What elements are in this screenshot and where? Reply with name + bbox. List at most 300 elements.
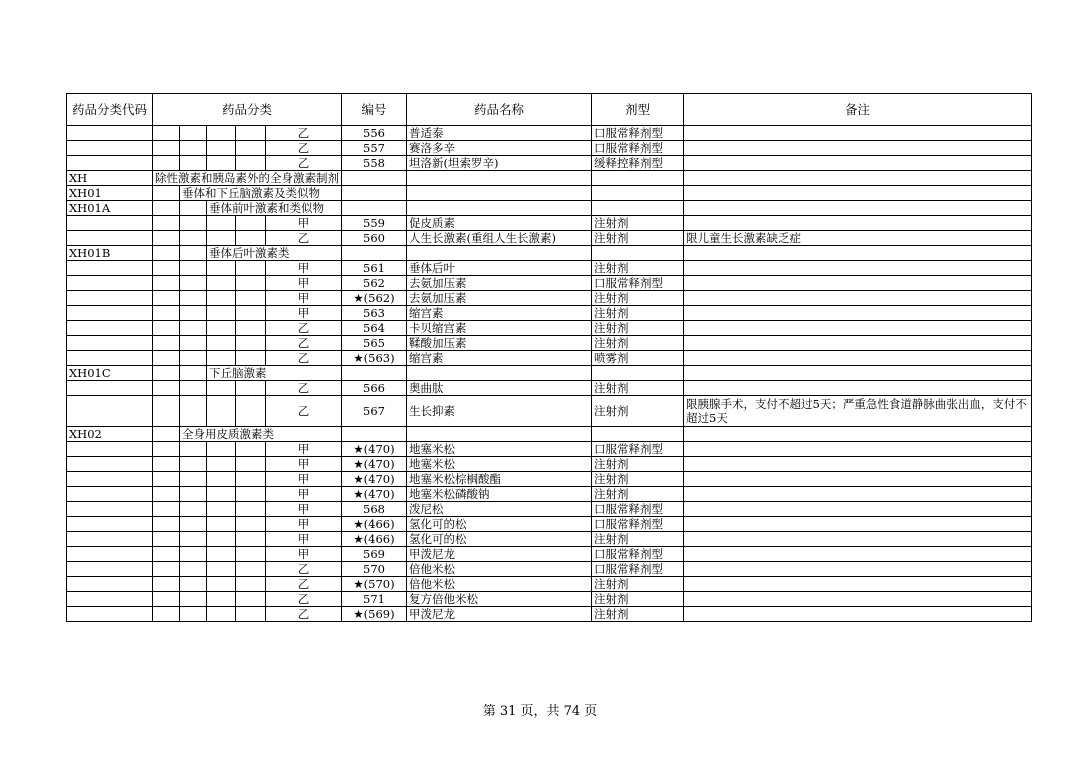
indent-cell	[180, 336, 207, 351]
indent-cell	[180, 532, 207, 547]
indent-cell	[236, 457, 265, 472]
indent-cell	[180, 126, 207, 141]
code-cell	[67, 216, 153, 231]
table-row	[67, 321, 1032, 336]
drug-name-cell: 地塞米松	[407, 457, 592, 472]
dosage-form-cell	[592, 427, 684, 442]
grade-cell: 甲	[265, 547, 341, 562]
indent-cell	[236, 592, 265, 607]
remark-cell: 限胰腺手术，支付不超过5天；严重急性食道静脉曲张出血，支付不超过5天	[684, 396, 1032, 427]
grade-cell: 甲	[265, 442, 341, 457]
code-cell	[67, 126, 153, 141]
remark-cell	[684, 532, 1032, 547]
remark-cell	[684, 321, 1032, 336]
dosage-form-cell: 注射剂	[592, 577, 684, 592]
indent-cell	[180, 577, 207, 592]
indent-cell	[236, 472, 265, 487]
code-cell	[67, 231, 153, 246]
indent-cell	[153, 276, 180, 291]
category-row	[67, 201, 1032, 216]
indent-cell	[236, 381, 265, 396]
grade-cell: 甲	[265, 517, 341, 532]
drug-name-cell	[407, 186, 592, 201]
code-cell	[67, 156, 153, 171]
grade-cell: 甲	[265, 306, 341, 321]
code-cell	[67, 291, 153, 306]
number-cell: ★(470)	[342, 487, 407, 502]
code-cell	[67, 351, 153, 366]
indent-cell	[207, 216, 236, 231]
remark-cell	[684, 517, 1032, 532]
drug-name-cell: 地塞米松磷酸钠	[407, 487, 592, 502]
indent-cell	[180, 366, 207, 381]
indent-cell	[236, 156, 265, 171]
table-row	[67, 607, 1032, 622]
code-cell	[67, 321, 153, 336]
dosage-form-cell: 喷雾剂	[592, 351, 684, 366]
dosage-form-cell: 注射剂	[592, 291, 684, 306]
page-footer: 第 31 页，共 74 页	[482, 704, 598, 719]
grade-cell: 乙	[265, 592, 341, 607]
category-row	[67, 246, 1032, 261]
remark-cell	[684, 336, 1032, 351]
code-cell	[67, 472, 153, 487]
number-cell: 569	[342, 547, 407, 562]
table-row	[67, 336, 1032, 351]
indent-cell	[153, 396, 180, 427]
indent-cell	[180, 517, 207, 532]
indent-cell	[180, 396, 207, 427]
header-code: 药品分类代码	[67, 94, 153, 126]
indent-cell	[153, 366, 180, 381]
code-cell	[67, 396, 153, 427]
indent-cell	[236, 291, 265, 306]
indent-cell	[153, 381, 180, 396]
dosage-form-cell: 注射剂	[592, 532, 684, 547]
indent-cell	[236, 261, 265, 276]
code-cell	[67, 442, 153, 457]
code-cell	[67, 336, 153, 351]
dosage-form-cell: 注射剂	[592, 607, 684, 622]
table-row	[67, 156, 1032, 171]
indent-cell	[180, 457, 207, 472]
remark-cell	[684, 276, 1032, 291]
number-cell: ★(569)	[342, 607, 407, 622]
grade-cell: 甲	[265, 472, 341, 487]
drug-name-cell: 奥曲肽	[407, 381, 592, 396]
grade-cell: 乙	[265, 321, 341, 336]
indent-cell	[180, 592, 207, 607]
category-label: 下丘脑激素	[207, 366, 342, 381]
code-cell	[67, 577, 153, 592]
dosage-form-cell: 注射剂	[592, 396, 684, 427]
indent-cell	[236, 126, 265, 141]
dosage-form-cell	[592, 246, 684, 261]
drug-name-cell: 促皮质素	[407, 216, 592, 231]
table-body	[67, 126, 1032, 622]
remark-cell	[684, 366, 1032, 381]
number-cell: 557	[342, 141, 407, 156]
indent-cell	[180, 216, 207, 231]
number-cell	[342, 201, 407, 216]
indent-cell	[153, 592, 180, 607]
grade-cell: 乙	[265, 351, 341, 366]
drug-name-cell	[407, 201, 592, 216]
code-cell: XH	[67, 171, 153, 186]
table-row	[67, 502, 1032, 517]
number-cell: 566	[342, 381, 407, 396]
indent-cell	[153, 427, 180, 442]
drug-name-cell	[407, 366, 592, 381]
table-row	[67, 141, 1032, 156]
grade-cell: 乙	[265, 156, 341, 171]
code-cell	[67, 532, 153, 547]
dosage-form-cell: 注射剂	[592, 231, 684, 246]
table-row	[67, 457, 1032, 472]
grade-cell: 甲	[265, 291, 341, 306]
indent-cell	[180, 472, 207, 487]
number-cell: 570	[342, 562, 407, 577]
remark-cell	[684, 141, 1032, 156]
code-cell	[67, 457, 153, 472]
grade-cell: 甲	[265, 276, 341, 291]
indent-cell	[180, 306, 207, 321]
dosage-form-cell: 口服常释剂型	[592, 502, 684, 517]
category-label: 全身用皮质激素类	[180, 427, 342, 442]
indent-cell	[236, 396, 265, 427]
code-cell	[67, 381, 153, 396]
remark-cell	[684, 562, 1032, 577]
remark-cell	[684, 502, 1032, 517]
number-cell: 561	[342, 261, 407, 276]
number-cell: 560	[342, 231, 407, 246]
indent-cell	[207, 381, 236, 396]
category-row	[67, 427, 1032, 442]
dosage-form-cell: 缓释控释剂型	[592, 156, 684, 171]
indent-cell	[180, 231, 207, 246]
remark-cell	[684, 607, 1032, 622]
indent-cell	[236, 517, 265, 532]
drug-name-cell: 缩宫素	[407, 306, 592, 321]
code-cell	[67, 141, 153, 156]
indent-cell	[153, 457, 180, 472]
grade-cell: 甲	[265, 502, 341, 517]
indent-cell	[153, 216, 180, 231]
code-cell: XH01	[67, 186, 153, 201]
indent-cell	[236, 321, 265, 336]
number-cell: 564	[342, 321, 407, 336]
indent-cell	[207, 532, 236, 547]
dosage-form-cell	[592, 186, 684, 201]
code-cell	[67, 502, 153, 517]
dosage-form-cell: 注射剂	[592, 336, 684, 351]
number-cell: 558	[342, 156, 407, 171]
dosage-form-cell: 口服常释剂型	[592, 517, 684, 532]
drug-name-cell: 垂体后叶	[407, 261, 592, 276]
grade-cell: 甲	[265, 487, 341, 502]
grade-cell: 甲	[265, 261, 341, 276]
dosage-form-cell: 注射剂	[592, 306, 684, 321]
drug-name-cell: 泼尼松	[407, 502, 592, 517]
indent-cell	[236, 562, 265, 577]
drug-name-cell: 人生长激素(重组人生长激素)	[407, 231, 592, 246]
number-cell: ★(563)	[342, 351, 407, 366]
indent-cell	[207, 562, 236, 577]
indent-cell	[236, 306, 265, 321]
code-cell	[67, 487, 153, 502]
indent-cell	[180, 502, 207, 517]
code-cell: XH01A	[67, 201, 153, 216]
grade-cell: 乙	[265, 562, 341, 577]
number-cell: ★(466)	[342, 517, 407, 532]
indent-cell	[153, 261, 180, 276]
indent-cell	[153, 472, 180, 487]
indent-cell	[180, 261, 207, 276]
number-cell: 559	[342, 216, 407, 231]
indent-cell	[180, 381, 207, 396]
remark-cell: 限儿童生长激素缺乏症	[684, 231, 1032, 246]
dosage-form-cell: 注射剂	[592, 261, 684, 276]
table-row	[67, 532, 1032, 547]
indent-cell	[207, 276, 236, 291]
number-cell: 562	[342, 276, 407, 291]
table-row	[67, 547, 1032, 562]
remark-cell	[684, 442, 1032, 457]
table-row	[67, 291, 1032, 306]
grade-cell: 乙	[265, 141, 341, 156]
indent-cell	[153, 291, 180, 306]
table-row	[67, 396, 1032, 427]
grade-cell: 乙	[265, 607, 341, 622]
indent-cell	[153, 156, 180, 171]
indent-cell	[236, 547, 265, 562]
grade-cell: 乙	[265, 231, 341, 246]
indent-cell	[153, 306, 180, 321]
indent-cell	[207, 457, 236, 472]
grade-cell: 乙	[265, 336, 341, 351]
indent-cell	[236, 607, 265, 622]
indent-cell	[153, 201, 180, 216]
indent-cell	[236, 216, 265, 231]
indent-cell	[236, 487, 265, 502]
indent-cell	[207, 351, 236, 366]
remark-cell	[684, 381, 1032, 396]
number-cell: ★(466)	[342, 532, 407, 547]
table-row	[67, 442, 1032, 457]
table-row	[67, 577, 1032, 592]
indent-cell	[236, 336, 265, 351]
remark-cell	[684, 472, 1032, 487]
indent-cell	[207, 607, 236, 622]
dosage-form-cell: 注射剂	[592, 487, 684, 502]
remark-cell	[684, 306, 1032, 321]
indent-cell	[153, 186, 180, 201]
remark-cell	[684, 261, 1032, 276]
table-row	[67, 487, 1032, 502]
indent-cell	[180, 321, 207, 336]
remark-cell	[684, 547, 1032, 562]
drug-name-cell: 赛洛多辛	[407, 141, 592, 156]
remark-cell	[684, 156, 1032, 171]
dosage-form-cell	[592, 201, 684, 216]
indent-cell	[153, 246, 180, 261]
indent-cell	[180, 607, 207, 622]
table-row	[67, 472, 1032, 487]
dosage-form-cell: 注射剂	[592, 472, 684, 487]
grade-cell: 乙	[265, 381, 341, 396]
code-cell	[67, 547, 153, 562]
drug-name-cell: 氢化可的松	[407, 532, 592, 547]
indent-cell	[236, 141, 265, 156]
number-cell: ★(470)	[342, 457, 407, 472]
indent-cell	[153, 321, 180, 336]
dosage-form-cell	[592, 171, 684, 186]
drug-name-cell: 去氨加压素	[407, 276, 592, 291]
remark-cell	[684, 201, 1032, 216]
indent-cell	[153, 487, 180, 502]
code-cell: XH01B	[67, 246, 153, 261]
category-label: 垂体后叶激素类	[207, 246, 342, 261]
remark-cell	[684, 577, 1032, 592]
code-cell	[67, 276, 153, 291]
indent-cell	[153, 502, 180, 517]
drug-name-cell: 倍他米松	[407, 577, 592, 592]
indent-cell	[180, 246, 207, 261]
indent-cell	[236, 276, 265, 291]
dosage-form-cell: 口服常释剂型	[592, 276, 684, 291]
indent-cell	[153, 442, 180, 457]
indent-cell	[153, 126, 180, 141]
indent-cell	[207, 502, 236, 517]
number-cell: 568	[342, 502, 407, 517]
table-row	[67, 231, 1032, 246]
category-row	[67, 366, 1032, 381]
remark-cell	[684, 351, 1032, 366]
indent-cell	[153, 351, 180, 366]
indent-cell	[207, 231, 236, 246]
indent-cell	[180, 547, 207, 562]
drug-name-cell: 甲泼尼龙	[407, 607, 592, 622]
indent-cell	[153, 532, 180, 547]
table-row	[67, 216, 1032, 231]
number-cell: 567	[342, 396, 407, 427]
indent-cell	[207, 126, 236, 141]
table-row	[67, 276, 1032, 291]
grade-cell: 甲	[265, 216, 341, 231]
indent-cell	[153, 547, 180, 562]
indent-cell	[207, 261, 236, 276]
indent-cell	[180, 351, 207, 366]
drug-name-cell: 卡贝缩宫素	[407, 321, 592, 336]
remark-cell	[684, 126, 1032, 141]
dosage-form-cell: 注射剂	[592, 381, 684, 396]
table-row	[67, 261, 1032, 276]
drug-name-cell: 坦洛新(坦索罗辛)	[407, 156, 592, 171]
indent-cell	[207, 336, 236, 351]
dosage-form-cell: 口服常释剂型	[592, 562, 684, 577]
indent-cell	[236, 502, 265, 517]
indent-cell	[180, 442, 207, 457]
number-cell: ★(470)	[342, 472, 407, 487]
dosage-form-cell: 口服常释剂型	[592, 126, 684, 141]
table-row	[67, 351, 1032, 366]
remark-cell	[684, 186, 1032, 201]
indent-cell	[207, 396, 236, 427]
code-cell	[67, 592, 153, 607]
remark-cell	[684, 291, 1032, 306]
header-category: 药品分类	[153, 94, 342, 126]
table-header-row	[67, 94, 1032, 126]
indent-cell	[153, 336, 180, 351]
dosage-form-cell	[592, 366, 684, 381]
number-cell	[342, 186, 407, 201]
indent-cell	[153, 607, 180, 622]
number-cell: 571	[342, 592, 407, 607]
indent-cell	[207, 547, 236, 562]
drug-name-cell: 地塞米松	[407, 442, 592, 457]
drug-name-cell	[407, 171, 592, 186]
indent-cell	[180, 291, 207, 306]
category-row	[67, 171, 1032, 186]
drug-name-cell: 生长抑素	[407, 396, 592, 427]
indent-cell	[153, 562, 180, 577]
dosage-form-cell: 口服常释剂型	[592, 141, 684, 156]
indent-cell	[180, 141, 207, 156]
number-cell	[342, 246, 407, 261]
number-cell	[342, 366, 407, 381]
header-number: 编号	[342, 94, 407, 126]
drug-name-cell: 甲泼尼龙	[407, 547, 592, 562]
dosage-form-cell: 注射剂	[592, 321, 684, 336]
indent-cell	[207, 442, 236, 457]
code-cell	[67, 306, 153, 321]
indent-cell	[236, 577, 265, 592]
dosage-form-cell: 口服常释剂型	[592, 547, 684, 562]
dosage-form-cell: 口服常释剂型	[592, 442, 684, 457]
indent-cell	[153, 141, 180, 156]
indent-cell	[207, 517, 236, 532]
drug-name-cell: 地塞米松棕榈酸酯	[407, 472, 592, 487]
drug-name-cell: 复方倍他米松	[407, 592, 592, 607]
grade-cell: 甲	[265, 532, 341, 547]
indent-cell	[207, 306, 236, 321]
header-name: 药品名称	[407, 94, 592, 126]
indent-cell	[207, 321, 236, 336]
indent-cell	[153, 231, 180, 246]
table-row	[67, 517, 1032, 532]
drug-name-cell: 去氨加压素	[407, 291, 592, 306]
number-cell: ★(570)	[342, 577, 407, 592]
code-cell	[67, 562, 153, 577]
dosage-form-cell: 注射剂	[592, 592, 684, 607]
code-cell: XH01C	[67, 366, 153, 381]
number-cell: 565	[342, 336, 407, 351]
header-form: 剂型	[592, 94, 684, 126]
table-row	[67, 592, 1032, 607]
table-row	[67, 562, 1032, 577]
number-cell	[342, 171, 407, 186]
drug-name-cell: 普适泰	[407, 126, 592, 141]
dosage-form-cell: 注射剂	[592, 457, 684, 472]
category-label: 垂体和下丘脑激素及类似物	[180, 186, 342, 201]
indent-cell	[236, 442, 265, 457]
indent-cell	[207, 577, 236, 592]
grade-cell: 乙	[265, 126, 341, 141]
indent-cell	[236, 532, 265, 547]
indent-cell	[207, 291, 236, 306]
code-cell	[67, 607, 153, 622]
indent-cell	[180, 562, 207, 577]
